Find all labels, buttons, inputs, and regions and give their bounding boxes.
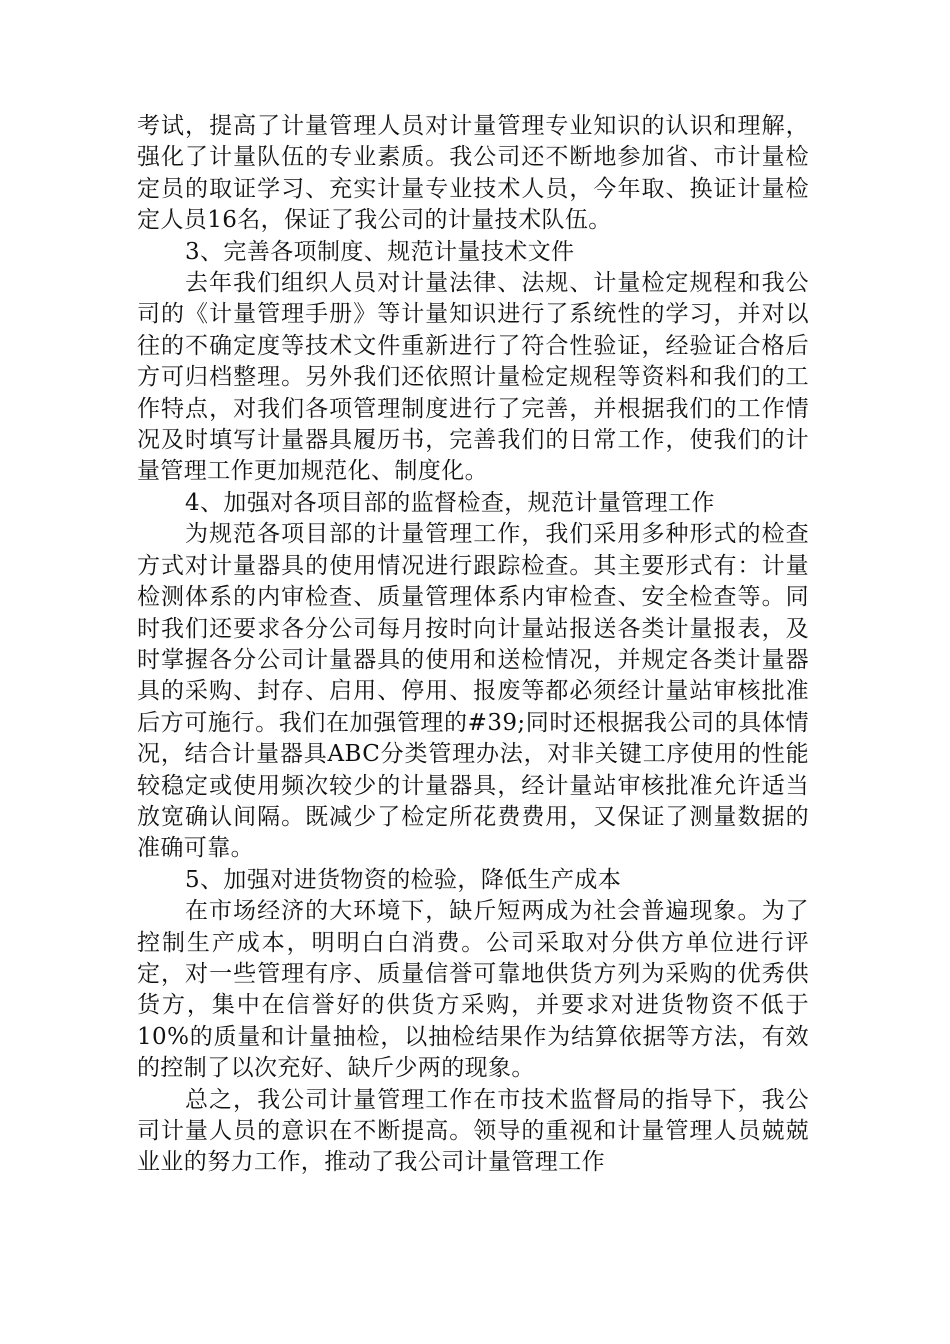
section-heading-5: 5、加强对进货物资的检验，降低生产成本 (185, 866, 622, 893)
body-text (137, 111, 809, 1179)
paragraph-continuation: 考试，提高了计量管理人员对计量管理专业知识的认识和理解，强化了计量队伍的专业素质。我公司还不断地参加省、市计量检定员的取证学习、充实计量专业技术人员，今年取、换证计量检定人员16名，保证了我公司的计量技术队伍。 (137, 113, 809, 234)
paragraph-section-3: 去年我们组织人员对计量法律、法规、计量检定规程和我公司的《计量管理手册》等计量知识进行了系统性的学习，并对以往的不确定度等技术文件重新进行了符合性验证，经验证合格后方可归档整理。另外我们还依照计量检定规程等资料和我们的工作特点，对我们各项管理制度进行了完善，并根据我们的工作情况及时填写计量器具履历书，完善我们的日常工作，使我们的计量管理工作更加规范化、制度化。 (137, 270, 809, 485)
paragraph-section-4: 为规范各项目部的计量管理工作，我们采用多种形式的检查方式对计量器具的使用情况进行跟踪检查。其主要形式有：计量检测体系的内审检查、质量管理体系内审检查、安全检查等。同时我们还要求各分公司每月按时向计量站报送各类计量报表，及时掌握各分公司计量器具的使用和送检情况，并规定各类计量器具的采购、封存、启用、停用、报废等都必须经计量站审核批准后方可施行。我们在加强管理的#39;同时还根据我公司的具体情况，结合计量器具ABC分类管理办法，对非关键工序使用的性能较稳定或使用频次较少的计量器具，经计量站审核批准允许适当放宽确认间隔。既减少了检定所花费费用，又保证了测量数据的准确可靠。 (137, 521, 809, 862)
section-heading-4: 4、加强对各项目部的监督检查，规范计量管理工作 (185, 489, 715, 516)
paragraph-summary: 总之，我公司计量管理工作在市技术监督局的指导下，我公司计量人员的意识在不断提高。领导的重视和计量管理人员兢兢业业的努力工作，推动了我公司计量管理工作 (137, 1086, 809, 1176)
paragraph-section-5: 在市场经济的大环境下，缺斤短两成为社会普遍现象。为了控制生产成本，明明白白消费。公司采取对分供方单位进行评定，对一些管理有序、质量信誉可靠地供货方列为采购的优秀供货方，集中在信誉好的供货方采购，并要求对进货物资不低于10%的质量和计量抽检，以抽检结果作为结算依据等方法，有效的控制了以次充好、缺斤少两的现象。 (137, 898, 809, 1082)
section-heading-3: 3、完善各项制度、规范计量技术文件 (185, 238, 575, 265)
